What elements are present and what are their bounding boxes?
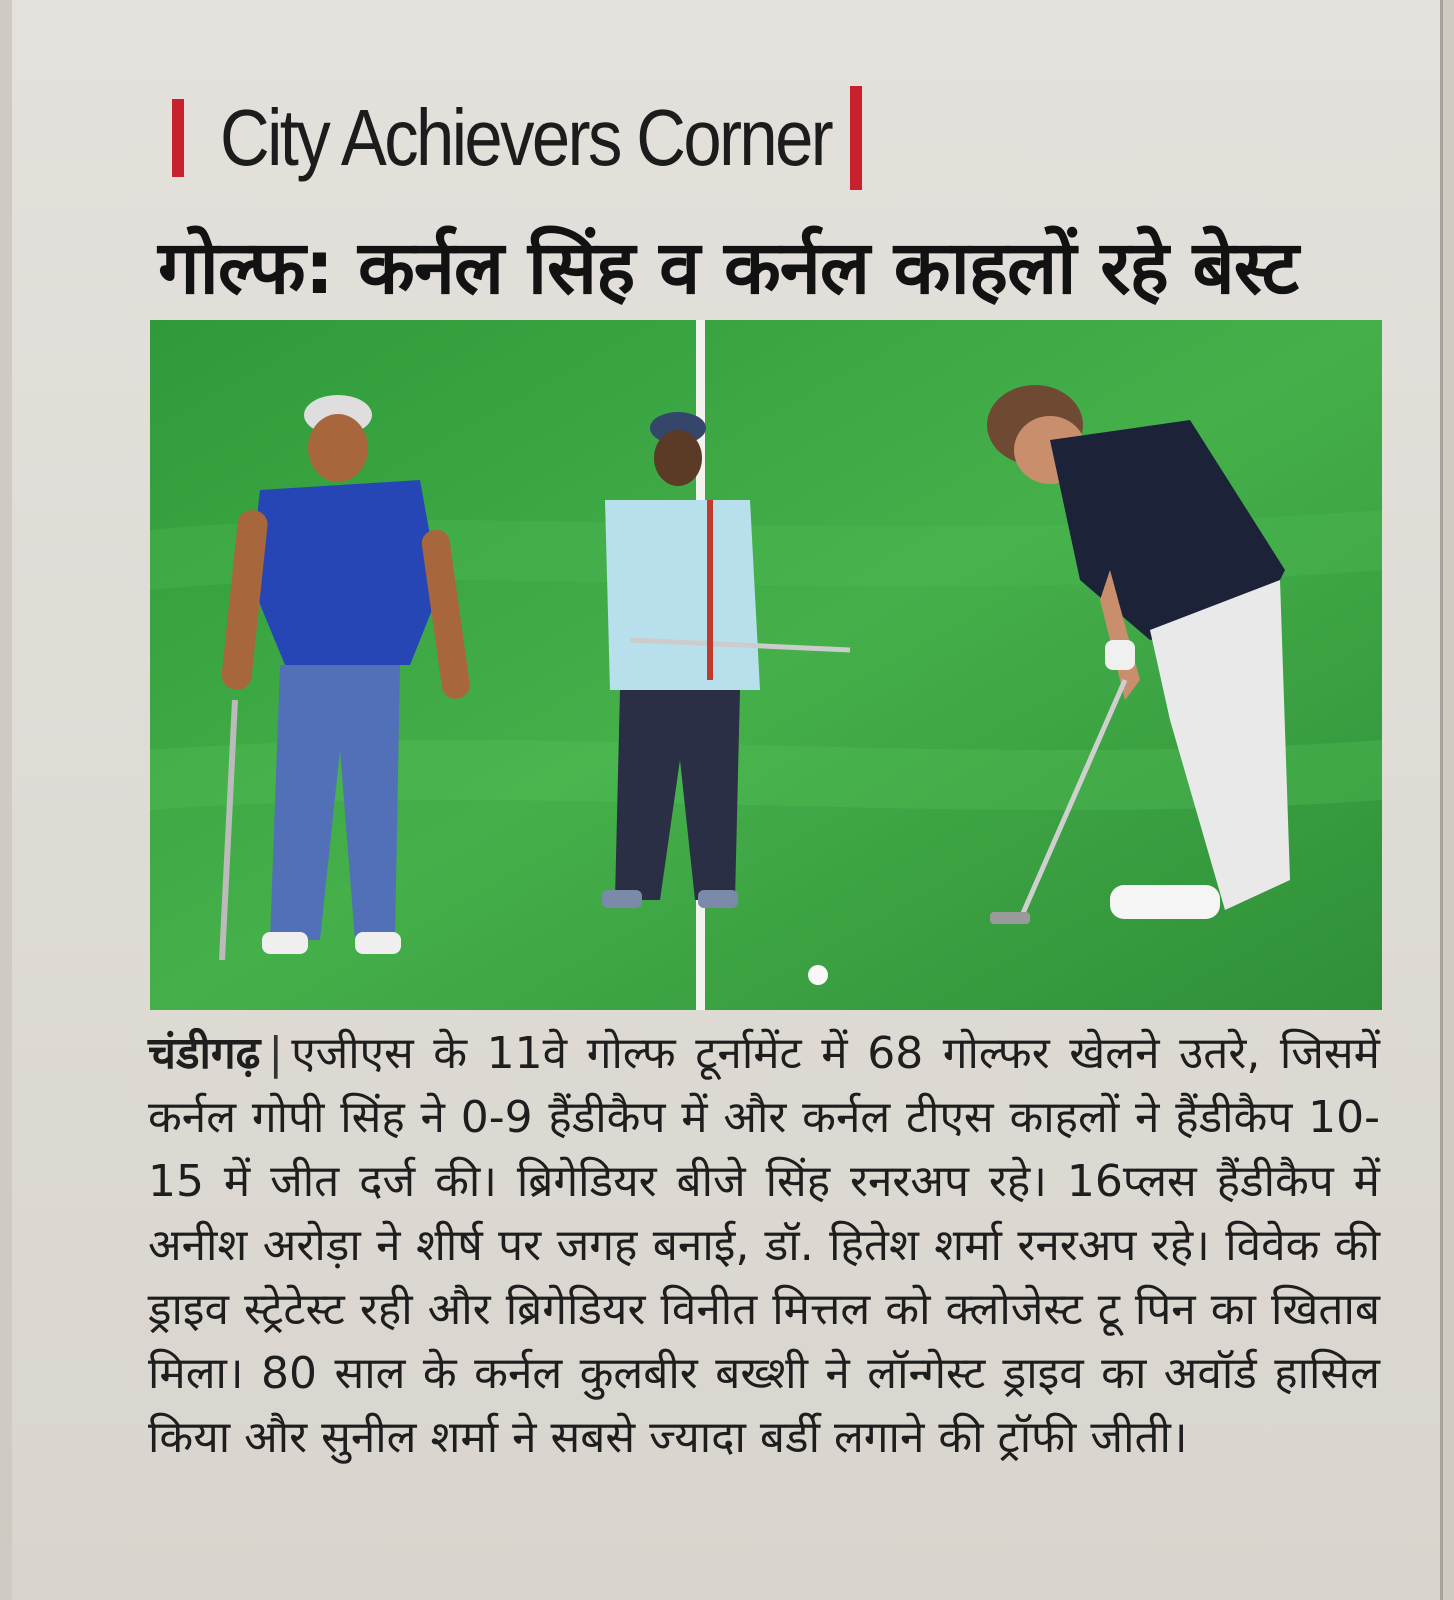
- kicker-right-bar: [850, 86, 862, 190]
- article-body-text: एजीएस के 11वे गोल्फ टूर्नामेंट में 68 गोल्फर खेलने उतरे, जिसमें कर्नल गोपी सिंह ने 0-9 हैंडीकैप में और कर्नल टीएस काहलों ने हैंडीकैप 10-15 में जीत दर्ज की। ब्रिगेडियर बीजे सिंह रनरअप रहे। 16प्लस हैंडीकैप में अनीश अरोड़ा ने शीर्ष पर जगह बनाई, डॉ. हितेश शर्मा रनरअप रहे। विवेक की ड्राइव स्ट्रेटेस्ट रही और ब्रिगेडियर विनीत मित्तल को क्लोजेस्ट टू पिन का खिताब मिला। 80 साल के कर्नल कुलबीर बख्शी ने लॉन्गेस्ट ड्राइव का अवॉर्ड हासिल किया और सुनील शर्मा ने सबसे ज्यादा बर्डी लगाने की ट्रॉफी जीती।: [148, 1028, 1380, 1463]
- section-kicker: [172, 88, 862, 188]
- kicker-title: City Achievers Corner: [220, 93, 832, 182]
- article-photo: [150, 320, 1382, 1010]
- golf-photo-illustration: [150, 320, 1382, 1010]
- article-headline: गोल्फ: कर्नल सिंह व कर्नल काहलों रहे बेस्ट: [158, 225, 1298, 311]
- golf-ball: [808, 965, 828, 985]
- article-dateline: चंडीगढ़: [148, 1028, 261, 1079]
- dateline-separator: |: [268, 1028, 284, 1079]
- page-edge-rule: [1440, 0, 1443, 1600]
- article-body: [148, 1022, 1380, 1592]
- kicker-left-bar: [172, 99, 184, 177]
